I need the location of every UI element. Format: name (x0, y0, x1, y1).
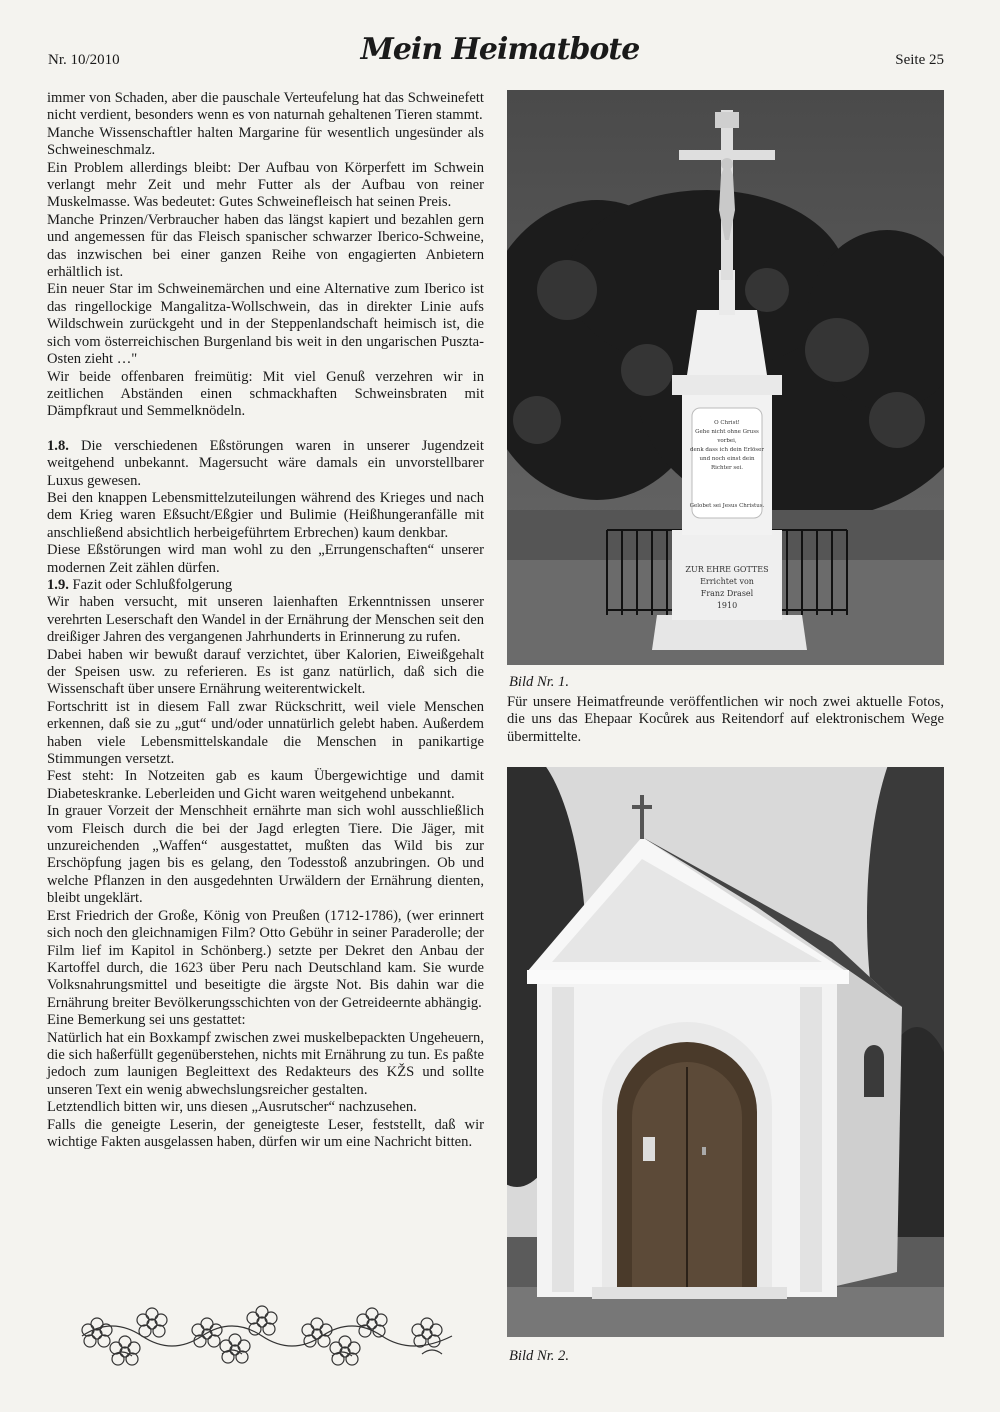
caption-figure-2: Bild Nr. 2. (509, 1348, 570, 1364)
paragraph: Manche Wissenschaftler halten Margarine für wesentlich ungesünder als Schweineschmalz. (47, 124, 484, 159)
section-number: 1.8. (47, 437, 69, 454)
inscription-line: denk dass ich dein Erlöser (690, 447, 764, 453)
paragraph: Ein Problem allerdings bleibt: Der Aufbau von Körperfett im Schwein verlangt mehr Zeit und mehr Futter als der Aufbau von reiner Muskelmasse. Was bedeutet: Gutes Schweinefleisch hat seinen Preis. (47, 159, 484, 211)
paragraph: Dabei haben wir bewußt darauf verzichtet, über Kalorien, Eiweißgehalt der Speisen usw. zu referieren. Es ist ganz natürlich, daß sich die Wissenschaft über unsere Ernährung weiterentwickelt. (47, 646, 484, 698)
paragraph: Erst Friedrich der Große, König von Preußen (1712-1786), (wer erinnert sich noch den gleichnamigen Film? Otto Gebühr in seiner Paraderolle; der Film lief im Kapitol in Schönberg.) setzte per Dekret den Anbau der Kartoffel durch, die 1623 über Peru nach Deutschland kam. Sie wurde Volksnahrungsmittel und beseitigte die ärgste Not. Bis dahin war die Ernährung breiter Bevölkerungsschichten von der Getreideernte abhängig. (47, 907, 484, 1011)
inscription-line: Franz Drasel (700, 589, 754, 598)
paragraph: In grauer Vorzeit der Menschheit ernährte man sich wohl ausschließlich vom Fleisch durch die bei der Jagd erlegten Tiere. Die Jäger, mit unzureichenden „Waffen“ ausgestattet, mußten das Wild bis zur Erschöpfung jagen bis es gelang, den Todesstoß anzubringen. Ob und welche Pflanzen in den ausgedehnten Urwäldern der Ernährung dienten, bleibt ungeklärt. (47, 803, 484, 907)
inscription-line: und noch einst dein (699, 456, 755, 462)
page-number: Seite 25 (895, 52, 944, 68)
left-column-text (47, 90, 484, 1151)
paragraph: Letztendlich bitten wir, uns diesen „Ausrutscher“ nachzusehen. (47, 1099, 417, 1116)
inscription-line: O Christ! (714, 420, 740, 426)
floral-ornament (72, 1296, 462, 1368)
photo-wayside-cross (507, 90, 944, 665)
paragraph: Eine Bemerkung sei uns gestattet: (47, 1012, 246, 1029)
paragraph: Natürlich hat ein Boxkampf zwischen zwei muskelbepackten Ungeheuern, die sich haßerfüllt gegenüberstehen, nichts mit Ernährung zu tun. Es paßte jedoch zum launigen Begleittext des Redakteurs des KŽS und sollte unseren Text ein wenig abwechslungsreicher gestalten. (47, 1029, 484, 1098)
inscription-line: ZUR EHRE GOTTES (685, 565, 769, 574)
paragraph: Bei den knappen Lebensmittelzuteilungen während des Krieges und nach dem Krieg waren Eßsucht/Eßgier und Bulimie (Heißhungeranfälle mit anschließend absichtlich herbeigeführtem Erbrechen) kaum denkbar. (47, 489, 484, 541)
paragraph: Wir haben versucht, mit unseren laienhaften Erkenntnissen unserer verehrten Leserschaft den Wandel in der Ernährung der Menschen seit den dreißiger Jahren des vergangenen Jahrhunderts in Erinnerung zu rufen. (47, 594, 484, 646)
inscription-line: Gehe nicht ohne Gruss (695, 429, 759, 435)
inscription-line: Gelobet sei Jesus Christus. (689, 503, 765, 509)
paragraph: Ein neuer Star im Schweinemärchen und eine Alternative zum Iberico ist das ringellockige Mangalitza-Wollschwein, das in direkter Linie aufs Wildschwein zurückgeht und in der Steppenlandschaft heimisch ist, die sich vom österreichischen Burgenland bis weit in den ungarischen Puszta-Osten zieht …" (47, 281, 484, 368)
section-18-intro (47, 438, 484, 490)
paragraph: Diese Eßstörungen wird man wohl zu den „Errungenschaften“ unserer modernen Zeit zählen dürfen. (47, 542, 484, 576)
inscription-line: Errichtet von (700, 577, 754, 586)
photo-chapel (507, 767, 944, 1337)
photo-note: Für unsere Heimatfreunde veröffentlichen wir noch zwei aktuelle Fotos, die uns das Ehepaar Kocůrek aus Reitendorf auf elektronischem Wege übermittelte. (507, 694, 944, 745)
caption-figure-1: Bild Nr. 1. (509, 674, 570, 690)
section-18-text: Die verschiedenen Eßstörungen waren in unserer Jugendzeit weitgehend unbekannt. Magersucht wäre damals ein unvorstellbarer Luxus gewesen. (47, 437, 484, 489)
paragraph: Fortschritt ist in diesem Fall zwar Rückschritt, weil viele Menschen erkennen, daß sie zu „gut“ und/oder unnatürlich gelebt haben. Außerdem haben viele Lebensmittelskandale die Menschen in panikartige Stimmungen versetzt. (47, 698, 484, 768)
masthead-title: Mein Heimatbote (360, 32, 640, 67)
paragraph: Manche Prinzen/Verbraucher haben das längst kapiert und bezahlen gern und angemessen für das Fleisch spanischer schwarzer Iberico-Schweine, das inzwischen bei einer ganzen Reihe von engagierten Anbietern erhältlich ist. (47, 211, 484, 281)
section-number: 1.9. (47, 576, 69, 593)
paragraph: Fest steht: In Notzeiten gab es kaum Übergewichtige und damit Diabeteskranke. Leberleiden und Gicht waren weitgehend unbekannt. (47, 768, 484, 802)
paragraph: Falls die geneigte Leserin, der geneigteste Leser, feststellt, daß wir wichtige Fakten ausgelassen haben, dürfen wir um eine Nachricht bitten. (47, 1116, 484, 1150)
section-title: Fazit oder Schlußfolgerung (72, 576, 233, 593)
section-19-heading (47, 577, 484, 594)
inscription-line: Richter sei. (711, 465, 743, 471)
paragraph: Wir beide offenbaren freimütig: Mit viel Genuß verzehren wir in zeitlichen Abständen einen schmackhaften Schweinsbraten mit Dämpfkraut und Semmelknödeln. (47, 368, 484, 420)
paragraph: immer von Schaden, aber die pauschale Verteufelung hat das Schweinefett nicht verdient, besonders wenn es von naturnah gehaltenen Tieren stammt. (47, 90, 484, 124)
inscription-line: 1910 (716, 601, 738, 610)
issue-number: Nr. 10/2010 (48, 52, 120, 68)
inscription-line: vorbei, (717, 438, 737, 444)
